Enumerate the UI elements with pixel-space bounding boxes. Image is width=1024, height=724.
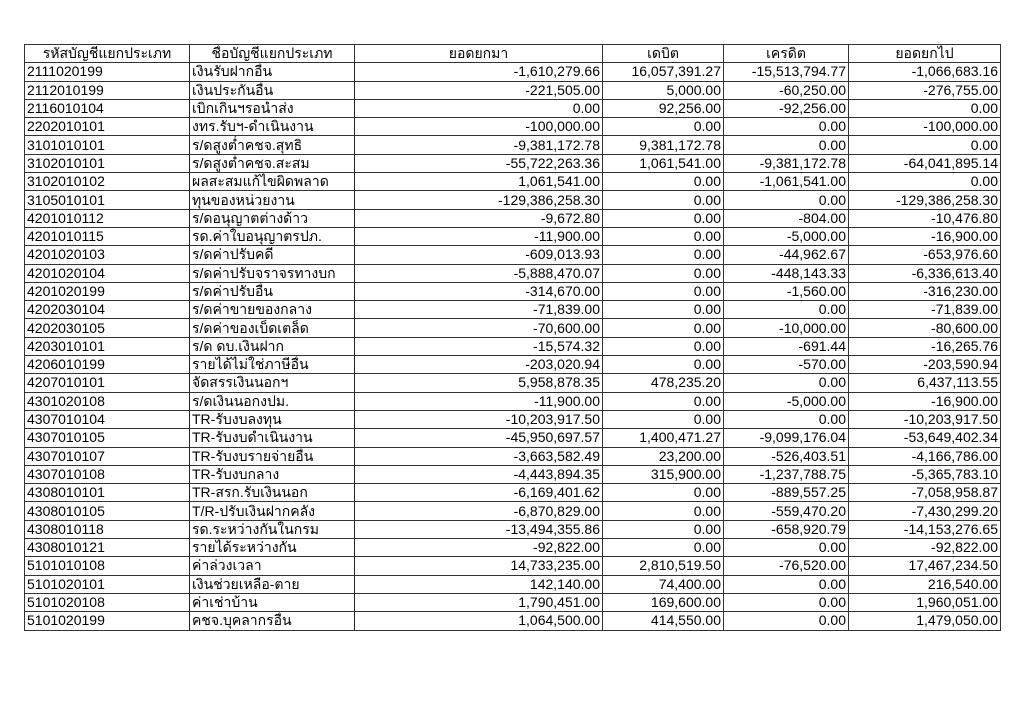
cell-account-name: รด.ค่าใบอนุญาตรปภ.: [190, 227, 355, 245]
cell-brought-forward: -100,000.00: [355, 118, 603, 136]
cell-credit: -10,000.00: [724, 319, 849, 337]
table-row: [25, 301, 1001, 319]
cell-credit: -1,560.00: [724, 282, 849, 300]
cell-brought-forward: -55,722,263.36: [355, 154, 603, 172]
cell-brought-forward: -6,870,829.00: [355, 502, 603, 520]
header-credit: เครดิต: [724, 45, 849, 63]
cell-account-code: 2111020199: [25, 63, 190, 81]
cell-account-code: 4307010105: [25, 429, 190, 447]
cell-account-name: ค่าเช่าบ้าน: [190, 593, 355, 611]
cell-account-name: เบิกเกินฯรอนำส่ง: [190, 99, 355, 117]
cell-account-code: 4203010101: [25, 337, 190, 355]
cell-credit: -5,000.00: [724, 392, 849, 410]
cell-carried-forward: -7,058,958.87: [849, 484, 1001, 502]
cell-carried-forward: -92,822.00: [849, 539, 1001, 557]
cell-carried-forward: 17,467,234.50: [849, 557, 1001, 575]
cell-credit: 0.00: [724, 301, 849, 319]
cell-debit: 9,381,172.78: [603, 136, 724, 154]
cell-account-name: ร/ด ดบ.เงินฝาก: [190, 337, 355, 355]
cell-carried-forward: -53,649,402.34: [849, 429, 1001, 447]
header-brought-forward: ยอดยกมา: [355, 45, 603, 63]
cell-account-code: 2202010101: [25, 118, 190, 136]
table-row: [25, 118, 1001, 136]
cell-carried-forward: -653,976.60: [849, 246, 1001, 264]
cell-account-code: 4308010118: [25, 520, 190, 538]
cell-debit: 414,550.00: [603, 612, 724, 630]
cell-debit: 1,061,541.00: [603, 154, 724, 172]
cell-account-name: เงินรับฝากอื่น: [190, 63, 355, 81]
cell-carried-forward: 0.00: [849, 136, 1001, 154]
table-row: [25, 465, 1001, 483]
cell-brought-forward: -4,443,894.35: [355, 465, 603, 483]
table-row: [25, 209, 1001, 227]
table-row: [25, 502, 1001, 520]
cell-credit: -9,381,172.78: [724, 154, 849, 172]
table-row: [25, 593, 1001, 611]
cell-credit: -92,256.00: [724, 99, 849, 117]
cell-brought-forward: -314,670.00: [355, 282, 603, 300]
cell-account-code: 5101020199: [25, 612, 190, 630]
table-body: [25, 63, 1001, 630]
cell-account-code: 3101010101: [25, 136, 190, 154]
cell-credit: -658,920.79: [724, 520, 849, 538]
cell-carried-forward: -6,336,613.40: [849, 264, 1001, 282]
table-row: [25, 612, 1001, 630]
cell-debit: 74,400.00: [603, 575, 724, 593]
cell-account-name: TR-รับงบลงทุน: [190, 410, 355, 428]
cell-debit: 0.00: [603, 410, 724, 428]
cell-account-name: ร/ดสูงต่ำคชจ.สะสม: [190, 154, 355, 172]
cell-account-name: คชจ.บุคลากรอื่น: [190, 612, 355, 630]
ledger-sheet: [24, 44, 1000, 631]
cell-credit: -570.00: [724, 356, 849, 374]
cell-account-code: 4201020104: [25, 264, 190, 282]
header-account-code: รหัสบัญชีแยกประเภท: [25, 45, 190, 63]
cell-carried-forward: -64,041,895.14: [849, 154, 1001, 172]
cell-carried-forward: 216,540.00: [849, 575, 1001, 593]
table-row: [25, 81, 1001, 99]
cell-credit: 0.00: [724, 539, 849, 557]
cell-carried-forward: -5,365,783.10: [849, 465, 1001, 483]
cell-debit: 0.00: [603, 191, 724, 209]
cell-account-code: 5101020108: [25, 593, 190, 611]
table-row: [25, 136, 1001, 154]
cell-credit: 0.00: [724, 612, 849, 630]
cell-debit: 0.00: [603, 301, 724, 319]
cell-brought-forward: -9,672.80: [355, 209, 603, 227]
cell-debit: 5,000.00: [603, 81, 724, 99]
cell-carried-forward: -316,230.00: [849, 282, 1001, 300]
table-row: [25, 264, 1001, 282]
cell-credit: -15,513,794.77: [724, 63, 849, 81]
cell-carried-forward: 0.00: [849, 173, 1001, 191]
cell-carried-forward: -7,430,299.20: [849, 502, 1001, 520]
cell-carried-forward: -276,755.00: [849, 81, 1001, 99]
cell-account-code: 5101010108: [25, 557, 190, 575]
cell-account-name: TR-สรก.รับเงินนอก: [190, 484, 355, 502]
cell-account-name: รด.ระหว่างกันในกรม: [190, 520, 355, 538]
cell-brought-forward: -3,663,582.49: [355, 447, 603, 465]
cell-credit: -76,520.00: [724, 557, 849, 575]
cell-debit: 0.00: [603, 118, 724, 136]
cell-carried-forward: -10,476.80: [849, 209, 1001, 227]
cell-account-name: ผลสะสมแก้ไขผิดพลาด: [190, 173, 355, 191]
cell-credit: 0.00: [724, 410, 849, 428]
cell-debit: 92,256.00: [603, 99, 724, 117]
cell-debit: 0.00: [603, 319, 724, 337]
cell-account-code: 4201020103: [25, 246, 190, 264]
trial-balance-table: [24, 44, 1001, 631]
header-debit: เดบิต: [603, 45, 724, 63]
cell-account-code: 4307010104: [25, 410, 190, 428]
cell-brought-forward: 14,733,235.00: [355, 557, 603, 575]
table-row: [25, 392, 1001, 410]
cell-debit: 169,600.00: [603, 593, 724, 611]
table-row: [25, 520, 1001, 538]
cell-credit: -889,557.25: [724, 484, 849, 502]
cell-credit: -804.00: [724, 209, 849, 227]
cell-account-code: 3102010101: [25, 154, 190, 172]
cell-account-name: ร/ดค่าปรับคดี: [190, 246, 355, 264]
cell-debit: 0.00: [603, 227, 724, 245]
cell-brought-forward: 1,064,500.00: [355, 612, 603, 630]
cell-brought-forward: -11,900.00: [355, 227, 603, 245]
cell-credit: -1,061,541.00: [724, 173, 849, 191]
cell-account-name: ร/ดค่าของเบ็ดเตล็ด: [190, 319, 355, 337]
cell-carried-forward: -16,900.00: [849, 227, 1001, 245]
cell-carried-forward: -203,590.94: [849, 356, 1001, 374]
cell-brought-forward: -11,900.00: [355, 392, 603, 410]
table-row: [25, 173, 1001, 191]
cell-carried-forward: -80,600.00: [849, 319, 1001, 337]
cell-brought-forward: 1,790,451.00: [355, 593, 603, 611]
cell-account-name: จัดสรรเงินนอกฯ: [190, 374, 355, 392]
cell-account-code: 4201010112: [25, 209, 190, 227]
cell-carried-forward: 1,960,051.00: [849, 593, 1001, 611]
table-row: [25, 337, 1001, 355]
cell-credit: -1,237,788.75: [724, 465, 849, 483]
table-row: [25, 447, 1001, 465]
cell-credit: -44,962.67: [724, 246, 849, 264]
cell-account-code: 4201010115: [25, 227, 190, 245]
cell-debit: 0.00: [603, 209, 724, 227]
table-row: [25, 410, 1001, 428]
cell-debit: 0.00: [603, 246, 724, 264]
cell-carried-forward: -14,153,276.65: [849, 520, 1001, 538]
cell-account-name: ร/ดสูงต่ำคชจ.สุทธิ: [190, 136, 355, 154]
cell-carried-forward: 1,479,050.00: [849, 612, 1001, 630]
cell-account-name: ร/ดค่าปรับจราจรทางบก: [190, 264, 355, 282]
cell-account-code: 4202030105: [25, 319, 190, 337]
cell-credit: 0.00: [724, 575, 849, 593]
cell-account-name: ร/ดอนุญาตต่างด้าว: [190, 209, 355, 227]
cell-credit: -559,470.20: [724, 502, 849, 520]
cell-debit: 0.00: [603, 539, 724, 557]
table-row: [25, 374, 1001, 392]
header-account-name: ชื่อบัญชีแยกประเภท: [190, 45, 355, 63]
cell-credit: -526,403.51: [724, 447, 849, 465]
cell-brought-forward: -10,203,917.50: [355, 410, 603, 428]
cell-credit: -9,099,176.04: [724, 429, 849, 447]
table-row: [25, 191, 1001, 209]
table-row: [25, 63, 1001, 81]
cell-account-code: 4207010101: [25, 374, 190, 392]
cell-brought-forward: -609,013.93: [355, 246, 603, 264]
cell-credit: 0.00: [724, 593, 849, 611]
cell-debit: 0.00: [603, 264, 724, 282]
cell-brought-forward: -6,169,401.62: [355, 484, 603, 502]
header-row: [25, 45, 1001, 63]
cell-brought-forward: -92,822.00: [355, 539, 603, 557]
cell-carried-forward: 0.00: [849, 99, 1001, 117]
cell-debit: 16,057,391.27: [603, 63, 724, 81]
cell-account-name: TR-รับงบดำเนินงาน: [190, 429, 355, 447]
cell-credit: -5,000.00: [724, 227, 849, 245]
cell-account-code: 4308010121: [25, 539, 190, 557]
cell-account-name: ค่าล่วงเวลา: [190, 557, 355, 575]
table-row: [25, 154, 1001, 172]
cell-credit: -691.44: [724, 337, 849, 355]
cell-brought-forward: 1,061,541.00: [355, 173, 603, 191]
cell-credit: 0.00: [724, 191, 849, 209]
cell-credit: -60,250.00: [724, 81, 849, 99]
table-row: [25, 227, 1001, 245]
table-row: [25, 282, 1001, 300]
cell-credit: 0.00: [724, 118, 849, 136]
cell-brought-forward: -5,888,470.07: [355, 264, 603, 282]
cell-account-name: งทร.รับฯ-ดำเนินงาน: [190, 118, 355, 136]
cell-account-name: รายได้ไม่ใช่ภาษีอื่น: [190, 356, 355, 374]
cell-account-name: T/R-ปรับเงินฝากคลัง: [190, 502, 355, 520]
table-row: [25, 557, 1001, 575]
cell-brought-forward: -203,020.94: [355, 356, 603, 374]
cell-carried-forward: -129,386,258.30: [849, 191, 1001, 209]
cell-carried-forward: -16,265.76: [849, 337, 1001, 355]
cell-debit: 315,900.00: [603, 465, 724, 483]
cell-account-code: 3102010102: [25, 173, 190, 191]
cell-account-code: 4308010101: [25, 484, 190, 502]
cell-brought-forward: -13,494,355.86: [355, 520, 603, 538]
cell-account-code: 2116010104: [25, 99, 190, 117]
cell-brought-forward: 0.00: [355, 99, 603, 117]
cell-debit: 0.00: [603, 356, 724, 374]
cell-account-name: ร/ดค่าปรับอื่น: [190, 282, 355, 300]
table-row: [25, 484, 1001, 502]
cell-carried-forward: -4,166,786.00: [849, 447, 1001, 465]
table-row: [25, 356, 1001, 374]
cell-account-name: ร/ดเงินนอกงปม.: [190, 392, 355, 410]
cell-account-code: 4201020199: [25, 282, 190, 300]
cell-account-code: 4202030104: [25, 301, 190, 319]
cell-brought-forward: -129,386,258.30: [355, 191, 603, 209]
cell-carried-forward: -16,900.00: [849, 392, 1001, 410]
cell-account-code: 4206010199: [25, 356, 190, 374]
cell-account-name: ร/ดค่าขายของกลาง: [190, 301, 355, 319]
cell-account-code: 5101020101: [25, 575, 190, 593]
cell-brought-forward: -45,950,697.57: [355, 429, 603, 447]
cell-account-name: TR-รับงบรายจ่ายอื่น: [190, 447, 355, 465]
table-row: [25, 429, 1001, 447]
cell-carried-forward: -1,066,683.16: [849, 63, 1001, 81]
cell-debit: 0.00: [603, 337, 724, 355]
cell-brought-forward: 142,140.00: [355, 575, 603, 593]
cell-debit: 0.00: [603, 282, 724, 300]
cell-account-code: 4307010108: [25, 465, 190, 483]
cell-carried-forward: -71,839.00: [849, 301, 1001, 319]
table-row: [25, 99, 1001, 117]
table-row: [25, 246, 1001, 264]
cell-credit: 0.00: [724, 374, 849, 392]
cell-brought-forward: -15,574.32: [355, 337, 603, 355]
cell-account-code: 2112010199: [25, 81, 190, 99]
cell-account-name: เงินช่วยเหลือ-ตาย: [190, 575, 355, 593]
cell-carried-forward: -10,203,917.50: [849, 410, 1001, 428]
table-row: [25, 575, 1001, 593]
cell-account-code: 4307010107: [25, 447, 190, 465]
cell-account-code: 3105010101: [25, 191, 190, 209]
header-carried-forward: ยอดยกไป: [849, 45, 1001, 63]
cell-account-code: 4308010105: [25, 502, 190, 520]
cell-debit: 0.00: [603, 392, 724, 410]
cell-credit: 0.00: [724, 136, 849, 154]
table-row: [25, 539, 1001, 557]
cell-debit: 0.00: [603, 520, 724, 538]
cell-debit: 478,235.20: [603, 374, 724, 392]
cell-account-name: เงินประกันอื่น: [190, 81, 355, 99]
cell-account-name: รายได้ระหว่างกัน: [190, 539, 355, 557]
cell-debit: 1,400,471.27: [603, 429, 724, 447]
cell-debit: 0.00: [603, 484, 724, 502]
cell-account-name: TR-รับงบกลาง: [190, 465, 355, 483]
cell-debit: 0.00: [603, 173, 724, 191]
cell-debit: 2,810,519.50: [603, 557, 724, 575]
cell-account-name: ทุนของหน่วยงาน: [190, 191, 355, 209]
cell-debit: 23,200.00: [603, 447, 724, 465]
cell-carried-forward: -100,000.00: [849, 118, 1001, 136]
cell-brought-forward: -9,381,172.78: [355, 136, 603, 154]
cell-brought-forward: -71,839.00: [355, 301, 603, 319]
cell-carried-forward: 6,437,113.55: [849, 374, 1001, 392]
cell-brought-forward: -221,505.00: [355, 81, 603, 99]
cell-brought-forward: -1,610,279.66: [355, 63, 603, 81]
cell-debit: 0.00: [603, 502, 724, 520]
cell-brought-forward: -70,600.00: [355, 319, 603, 337]
cell-brought-forward: 5,958,878.35: [355, 374, 603, 392]
cell-credit: -448,143.33: [724, 264, 849, 282]
cell-account-code: 4301020108: [25, 392, 190, 410]
table-row: [25, 319, 1001, 337]
